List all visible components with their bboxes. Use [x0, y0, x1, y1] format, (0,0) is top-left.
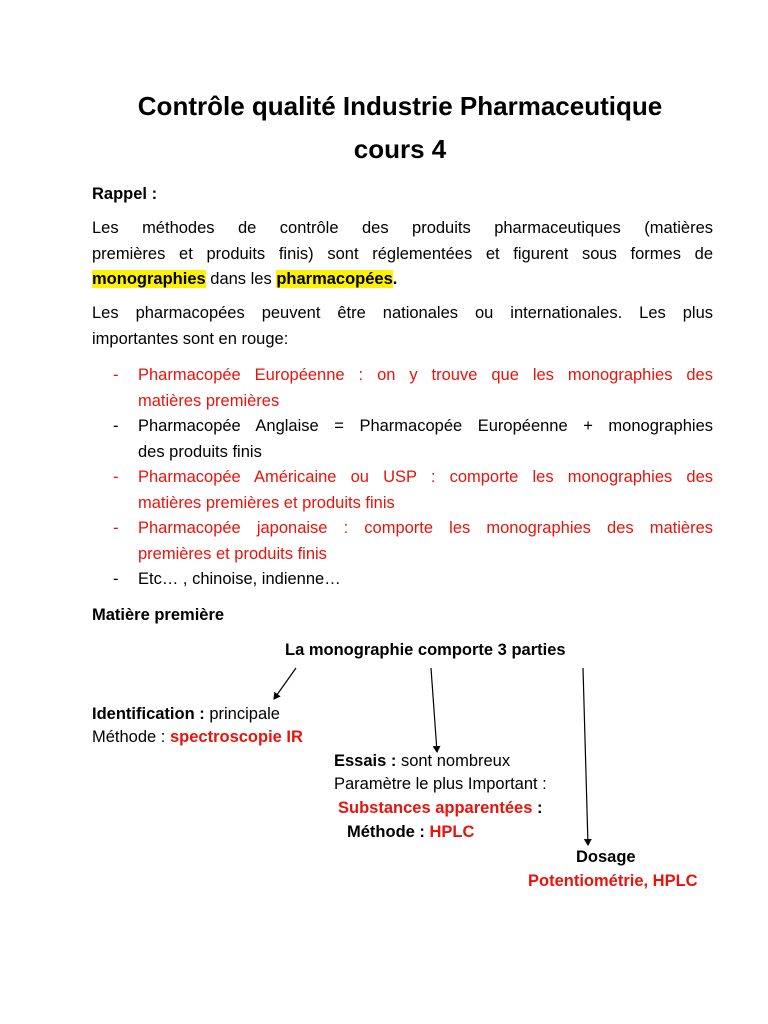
list-dash: -	[113, 417, 119, 435]
essais-label: Essais :	[334, 752, 397, 770]
essais-method-label: Méthode :	[347, 823, 430, 841]
paragraph-methods-line2: premières et produits finis) sont réglementées et figurent sous formes de	[92, 244, 713, 263]
paragraph-methods-mid: dans les	[205, 270, 277, 288]
highlight-pharmacopees: pharmacopées	[276, 270, 393, 288]
arrow-to-essais	[431, 668, 437, 752]
identification-value: principale	[204, 705, 280, 723]
list-item-line2: matières premières	[138, 391, 280, 410]
essais-value: sont nombreux	[396, 752, 511, 770]
dosage-label: Dosage	[576, 848, 636, 866]
arrow-to-identification	[274, 668, 296, 699]
list-item-line1: Pharmacopée Européenne : on y trouve que les monographies des	[138, 366, 713, 384]
list-dash: -	[113, 468, 119, 486]
list-item-line1: Pharmacopée Américaine ou USP : comporte les monographies des	[138, 468, 713, 486]
list-item-line1: Pharmacopée japonaise : comporte les monographies des matières	[138, 519, 713, 537]
rappel-heading: Rappel :	[92, 185, 158, 203]
document-title: Contrôle qualité Industrie Pharmaceutique	[137, 91, 663, 121]
arrow-to-dosage	[583, 668, 588, 845]
paragraph-pharmacopees-line2: importantes sont en rouge:	[92, 329, 289, 348]
list-item-line2: matières premières et produits finis	[138, 493, 395, 512]
paragraph-pharmacopees-line1: Les pharmacopées peuvent être nationales ou internationales. Les plus	[92, 304, 713, 322]
dosage-method: Potentiométrie, HPLC	[528, 872, 698, 890]
essais-substances: Substances apparentées	[338, 799, 533, 817]
paragraph-methods-line1: Les méthodes de contrôle des produits pharmaceutiques (matières	[92, 219, 713, 237]
list-dash: -	[113, 366, 119, 384]
essais-parameter: Paramètre le plus Important :	[334, 775, 547, 793]
paragraph-methods-end: .	[392, 270, 398, 288]
identification-method-label: Méthode :	[92, 728, 170, 746]
section-heading: Matière première	[92, 606, 225, 624]
list-item-line2: des produits finis	[138, 442, 262, 461]
list-item-line1: Pharmacopée Anglaise = Pharmacopée Européenne + monographies	[138, 417, 713, 435]
document-subtitle: cours 4	[353, 134, 447, 164]
essais-substances-tail: :	[532, 799, 543, 817]
list-dash: -	[113, 519, 119, 537]
highlight-monographies: monographies	[92, 270, 206, 288]
diagram-header: La monographie comporte 3 parties	[285, 641, 566, 659]
list-item-line2: premières et produits finis	[138, 544, 327, 563]
list-item-line1: Etc… , chinoise, indienne…	[138, 570, 341, 588]
essais-method-value: HPLC	[429, 823, 475, 841]
identification-label: Identification :	[92, 705, 205, 723]
list-dash: -	[113, 570, 119, 588]
identification-method-value: spectroscopie IR	[169, 728, 303, 746]
